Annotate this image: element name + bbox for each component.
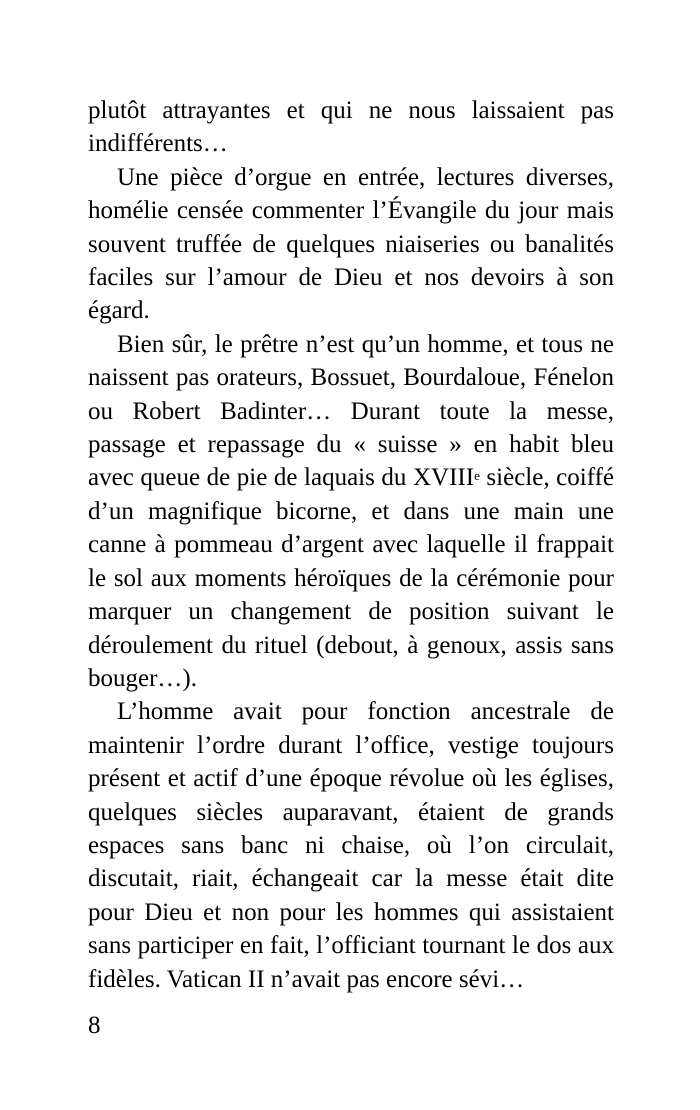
paragraph-3 (88, 328, 614, 695)
century-superscript: e (474, 468, 480, 484)
paragraph-3-part-1: Bien sûr, le prêtre n’est qu’un homme, et tous ne naissent pas orateurs, Bossuet, Bourdaloue, Fénelon ou Robert Badinter… Durant toute la messe, passage et repassage du « suisse » en habit bleu avec queue de pie de laquais du XVIII (88, 330, 614, 492)
page-number: 8 (88, 1012, 101, 1039)
paragraph-2: Une pièce d’orgue en entrée, lectures diverses, homélie censée commenter l’Évangile du jour mais souvent truffée de quelques niaiseries ou banalités faciles sur l’amour de Dieu et nos devoirs à son égard. (88, 163, 614, 325)
paragraph-4: L’homme avait pour fonction ancestrale de maintenir l’ordre durant l’office, vestige toujours présent et actif d’une époque révolue où les églises, quelques siècles auparavant, étaient de grands espaces sans banc ni chaise, où l’on circulait, discutait, riait, échangeait car la messe était dite pour Dieu et non pour les hommes qui assistaient sans participer en fait, l’officiant tournant le dos aux fidèles. Vatican II n’avait pas encore sévi… (88, 698, 614, 993)
body-text (88, 94, 614, 996)
paragraph-3-part-2: siècle, coiffé d’un magnifique bicorne, et dans une main une canne à pommeau d’argent avec laquelle il frappait le sol aux moments héroïques de la cérémonie pour marquer un changement de position suivant le déroulement du rituel (debout, à genoux, assis sans bouger…). (88, 464, 614, 692)
paragraph-1: plutôt attrayantes et qui ne nous laissaient pas indifférents… (88, 97, 614, 158)
